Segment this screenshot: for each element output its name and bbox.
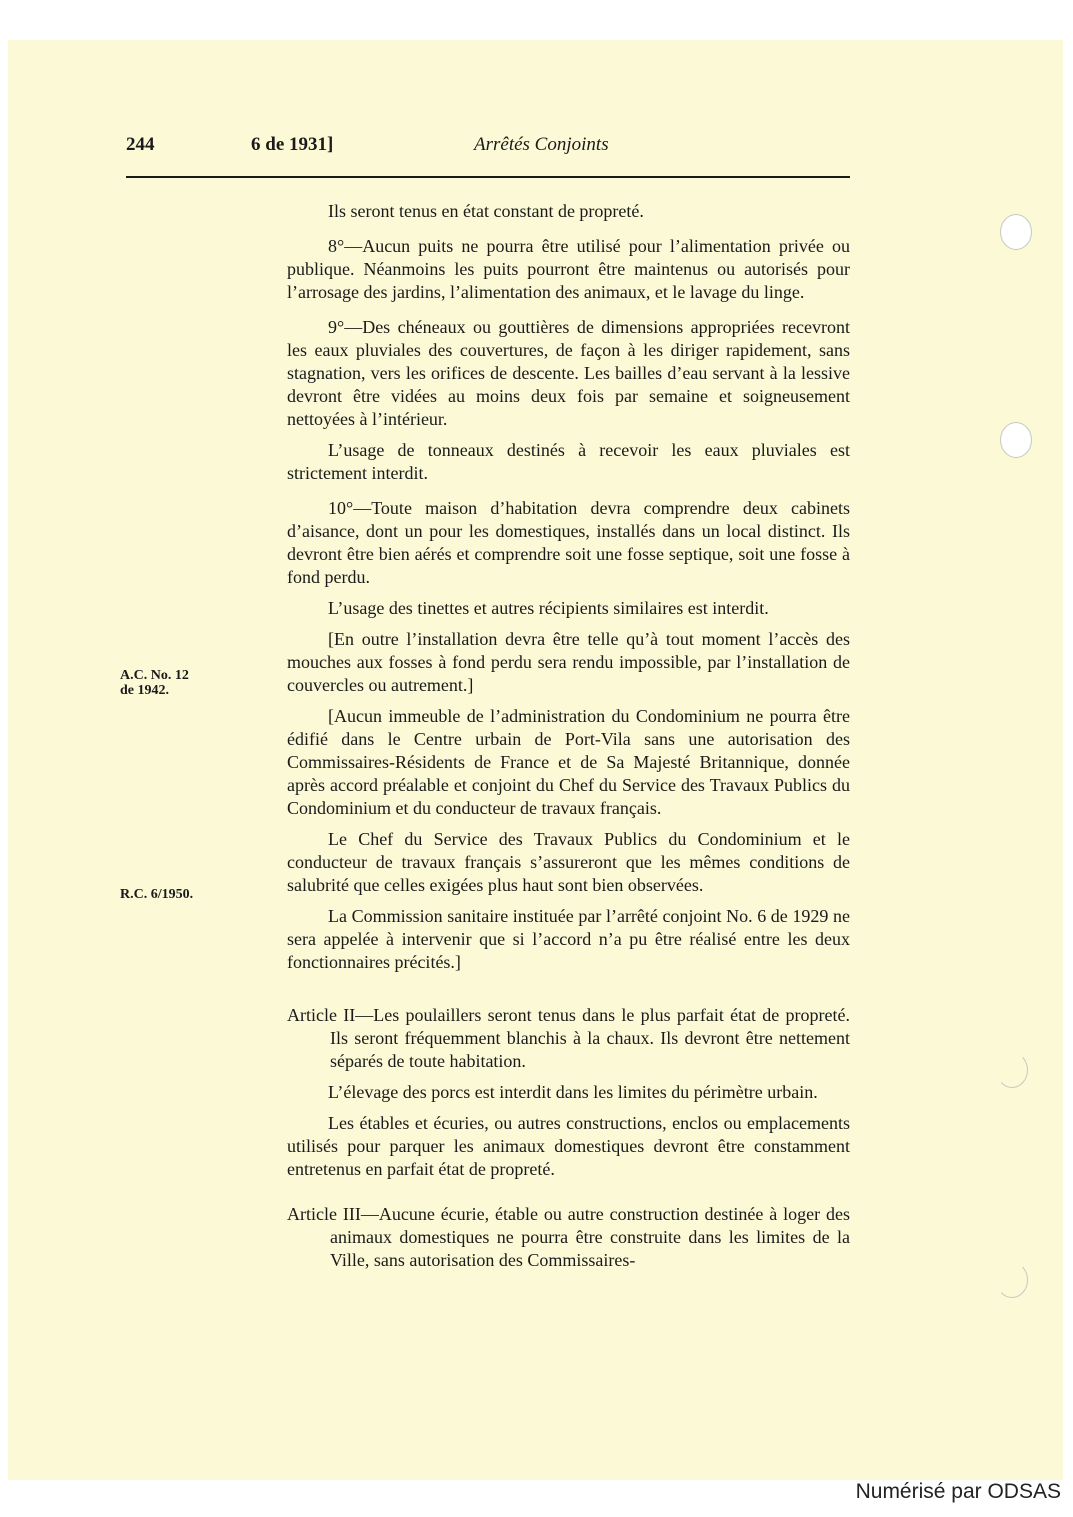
paragraph: [Aucun immeuble de l’administration du Condominium ne pourra être édifié dans le Centre urbain de Port-Vila sans une autorisation des Commissaires-Résidents de France et de Sa Majesté Britannique, donnée après accord préalable et conjoint du Chef du Service des Travaux Publics du Condominium et du conducteur de travaux français. <box>287 706 850 818</box>
punch-hole <box>996 1262 1028 1298</box>
margin-note-ac-line1: A.C. No. 12 <box>120 668 189 683</box>
paragraph: [En outre l’installation devra être telle qu’à tout moment l’accès des mouches aux fosses à fond perdu sera rendu impossible, par l’installation de couvercles ou autrement.] <box>287 629 850 695</box>
article-3 <box>287 1203 850 1272</box>
body-text <box>287 200 850 1272</box>
paragraph: Ils seront tenus en état constant de propreté. <box>328 201 644 221</box>
header-rule <box>126 176 850 178</box>
punch-hole <box>996 1052 1028 1088</box>
digitization-credit: Numérisé par ODSAS <box>855 1480 1061 1503</box>
margin-note-ac <box>120 668 230 698</box>
year-reference: 6 de 1931] <box>251 134 334 155</box>
page-number: 244 <box>126 134 155 155</box>
paragraph: Le Chef du Service des Travaux Publics du Condominium et le conducteur de travaux français s’assureront que les mêmes conditions de salubrité que celles exigées plus haut sont bien observées. <box>287 829 850 895</box>
paragraph: Les étables et écuries, ou autres constructions, enclos ou emplacements utilisés pour parquer les animaux domestiques devront être constamment entretenus en parfait état de propreté. <box>287 1113 850 1179</box>
running-title: Arrêtés Conjoints <box>474 134 609 155</box>
margin-note-rc: R.C. 6/1950. <box>120 887 194 902</box>
paragraph: 10°—Toute maison d’habitation devra comprendre deux cabinets d’aisance, dont un pour les domestiques, installés dans un local distinct. Ils devront être bien aérés et comprendre soit une fosse septique, soit une fosse à fond perdu. <box>287 498 850 587</box>
article-3-label: Article III <box>287 1204 361 1224</box>
article-3-text: —Aucune écurie, étable ou autre construction destinée à loger des animaux domestiques ne pourra être construite dans les limites de la Ville, sans autorisation des Commissaires- <box>330 1204 850 1270</box>
article-2-label: Article II <box>287 1005 356 1025</box>
page-header <box>126 134 850 164</box>
punch-hole <box>1000 214 1032 250</box>
margin-note-ac-line2: de 1942. <box>120 683 169 698</box>
paragraph: 8°—Aucun puits ne pourra être utilisé pour l’alimentation privée ou publique. Néanmoins les puits pourront être maintenus ou autorisés pour l’arrosage des jardins, l’alimentation des animaux, et le lavage du linge. <box>287 236 850 302</box>
paragraph: 9°—Des chéneaux ou gouttières de dimensions appropriées recevront les eaux pluviales des couvertures, de façon à les diriger rapidement, sans stagnation, vers les orifices de descente. Les bailles d’eau servant à la lessive devront être vidées au moins deux fois par semaine et soigneusement nettoyées à l’intérieur. <box>287 317 850 429</box>
paragraph: L’usage de tonneaux destinés à recevoir les eaux pluviales est strictement interdit. <box>287 440 850 483</box>
punch-hole <box>1000 422 1032 458</box>
article-2 <box>287 1004 850 1073</box>
paragraph: L’usage des tinettes et autres récipients similaires est interdit. <box>328 598 769 618</box>
article-2-text: —Les poulaillers seront tenus dans le plus parfait état de propreté. Ils seront fréquemment blanchis à la chaux. Ils devront être nettement séparés de toute habitation. <box>330 1005 850 1071</box>
paragraph: La Commission sanitaire instituée par l’arrêté conjoint No. 6 de 1929 ne sera appelée à intervenir que si l’accord n’a pu être réalisé entre les deux fonctionnaires précités.] <box>287 906 850 972</box>
paragraph: L’élevage des porcs est interdit dans les limites du périmètre urbain. <box>328 1082 818 1102</box>
